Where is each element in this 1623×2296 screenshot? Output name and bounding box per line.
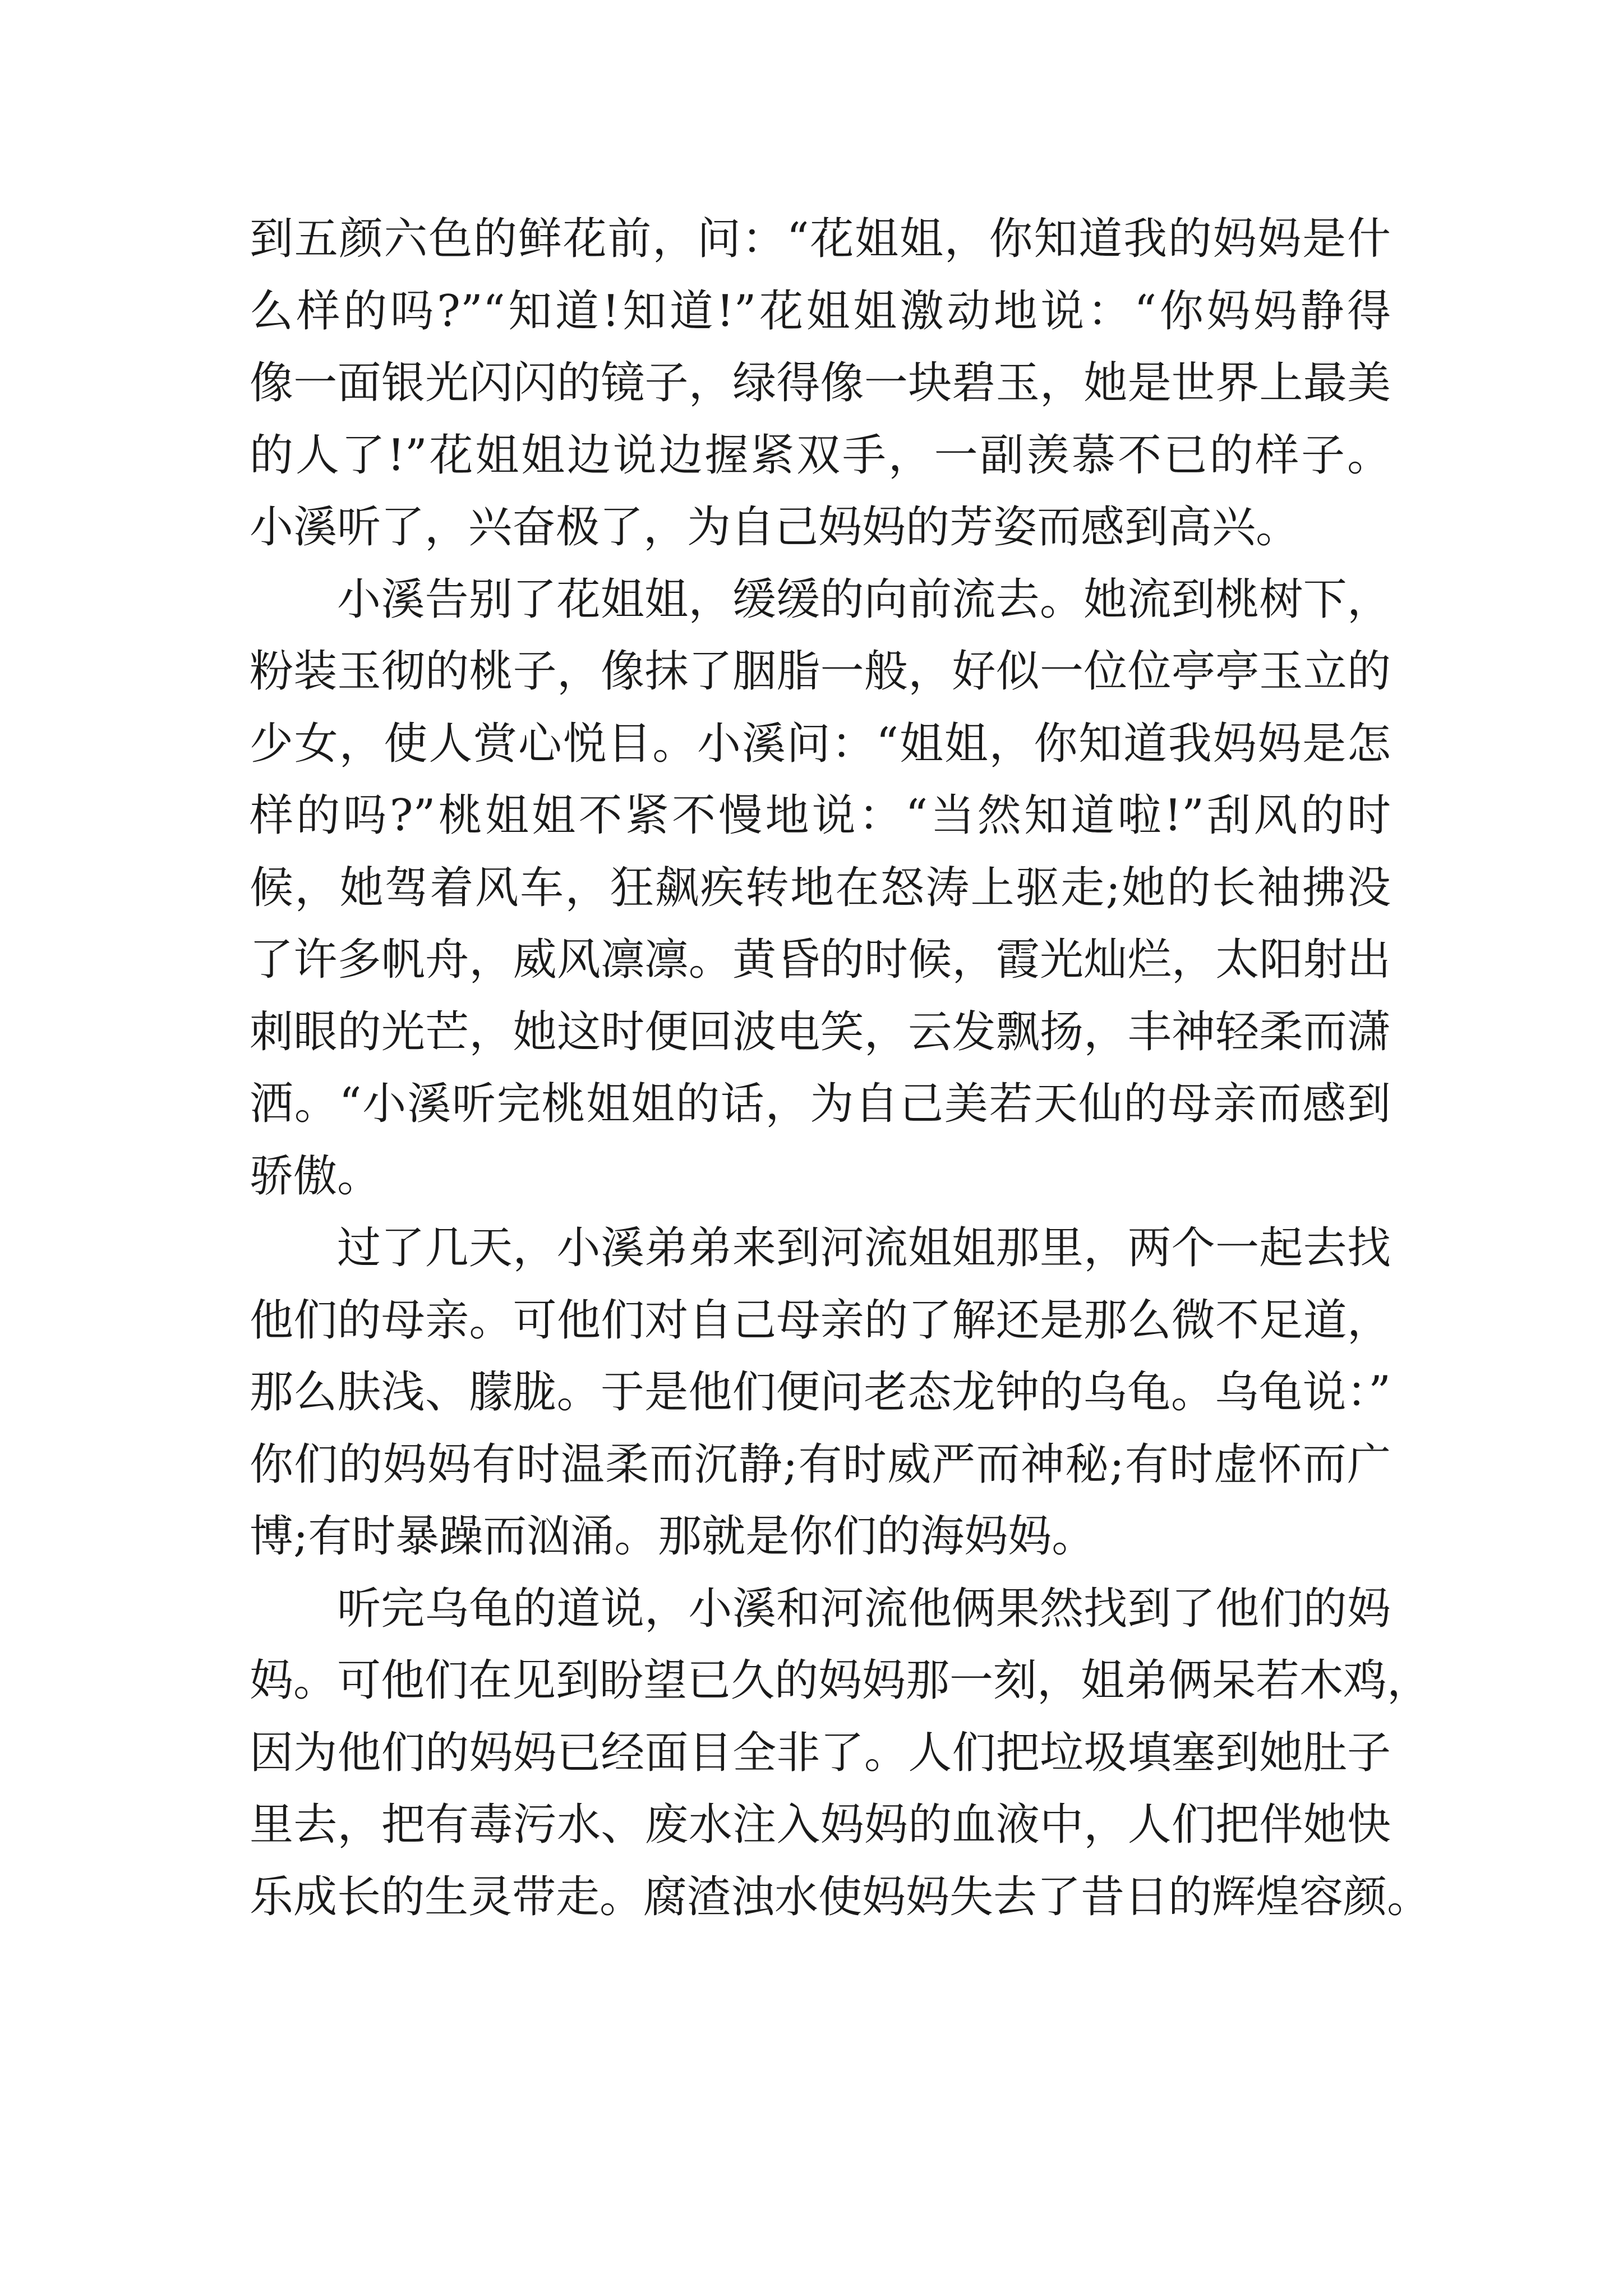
- text-line: 样的吗?”桃姐姐不紧不慢地说：“当然知道啦!”刮风的时: [250, 790, 1391, 841]
- text-line: 了许多帆舟，威风凛凛。黄昏的时候，霞光灿烂，太阳射出: [250, 935, 1391, 985]
- text-line: 小溪告别了花姐姐，缓缓的向前流去。她流到桃树下，: [337, 574, 1391, 625]
- text-line: 里去，把有毒污水、废水注入妈妈的血液中，人们把伴她快: [250, 1800, 1391, 1850]
- text-line: 洒。“小溪听完桃姐姐的话，为自己美若天仙的母亲而感到: [250, 1079, 1391, 1129]
- text-line: 么样的吗?”“知道!知道!”花姐姐激动地说：“你妈妈静得: [250, 286, 1391, 337]
- paragraph-1: [250, 203, 1391, 564]
- paragraph-2: [250, 564, 1391, 1213]
- text-line: 乐成长的生灵带走。腐渣浊水使妈妈失去了昔日的辉煌容颜。: [250, 1871, 1431, 1922]
- text-line: 到五颜六色的鲜花前，问：“花姐姐，你知道我的妈妈是什: [250, 214, 1391, 264]
- text-line: 刺眼的光芒，她这时便回波电笑，云发飘扬，丰神轻柔而潇: [250, 1006, 1391, 1057]
- text-line: 你们的妈妈有时温柔而沉静;有时威严而神秘;有时虚怀而广: [250, 1439, 1391, 1490]
- paragraph-4: [250, 1573, 1431, 1934]
- text-line: 粉装玉彻的桃子，像抹了胭脂一般，好似一位位亭亭玉立的: [250, 646, 1391, 697]
- text-line: 骄傲。: [250, 1151, 381, 1202]
- text-line: 妈。可他们在见到盼望已久的妈妈那一刻，姐弟俩呆若木鸡，: [250, 1655, 1431, 1706]
- paragraph-3: [250, 1212, 1391, 1573]
- text-line: 少女，使人赏心悦目。小溪问：“姐姐，你知道我妈妈是怎: [250, 718, 1391, 769]
- text-line: 候，她驾着风车，狂飙疾转地在怒涛上驱走;她的长袖拂没: [250, 862, 1391, 913]
- text-line: 因为他们的妈妈已经面目全非了。人们把垃圾填塞到她肚子: [250, 1727, 1391, 1778]
- text-line: 像一面银光闪闪的镜子，绿得像一块碧玉，她是世界上最美: [250, 358, 1391, 408]
- text-line: 听完乌龟的道说，小溪和河流他俩果然找到了他们的妈: [337, 1583, 1391, 1634]
- body-text: [250, 203, 1431, 1933]
- text-line: 他们的母亲。可他们对自己母亲的了解还是那么微不足道，: [250, 1295, 1391, 1346]
- text-line: 博;有时暴躁而汹涌。那就是你们的海妈妈。: [250, 1511, 1096, 1562]
- text-line: 那么肤浅、朦胧。于是他们便问老态龙钟的乌龟。乌龟说：”: [250, 1367, 1391, 1418]
- text-line: 小溪听了，兴奋极了，为自己妈妈的芳姿而感到高兴。: [250, 502, 1300, 553]
- text-line: 过了几天，小溪弟弟来到河流姐姐那里，两个一起去找: [337, 1223, 1391, 1273]
- text-line: 的人了!”花姐姐边说边握紧双手，一副羡慕不已的样子。: [250, 430, 1391, 481]
